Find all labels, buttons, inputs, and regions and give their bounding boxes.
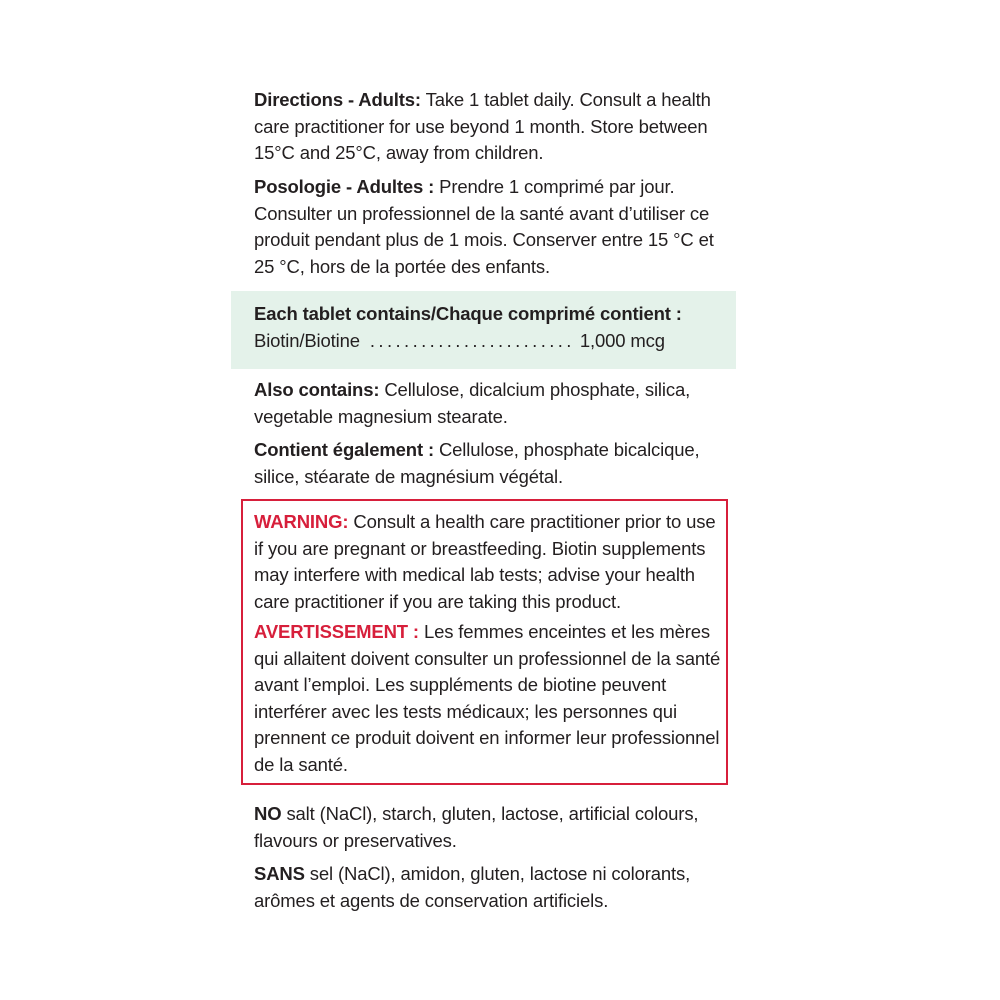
also-contains-english-heading: Also contains: xyxy=(254,379,380,400)
medicinal-ingredients-heading: Each tablet contains/Chaque comprimé contient : xyxy=(254,303,682,324)
warning-english-heading: WARNING: xyxy=(254,511,349,532)
free-from-english-text: salt (NaCl), starch, gluten, lactose, artificial colours, flavours or preservatives. xyxy=(254,803,699,851)
free-from-english-heading: NO xyxy=(254,803,282,824)
free-from-english xyxy=(254,801,724,854)
ingredient-leader-dots: ........................ xyxy=(369,330,575,351)
also-contains-french-text: Cellulose, phosphate bicalcique, silice, stéarate de magnésium végétal. xyxy=(254,439,700,487)
directions-english xyxy=(254,87,724,167)
medicinal-ingredients-box xyxy=(231,291,736,369)
directions-english-heading: Directions - Adults: xyxy=(254,89,421,110)
free-from-french-heading: SANS xyxy=(254,863,305,884)
ingredient-row xyxy=(254,328,714,354)
also-contains-french-heading: Contient également : xyxy=(254,439,434,460)
directions-french xyxy=(254,174,724,280)
warning-english-text: Consult a health care practitioner prior to use if you are pregnant or breastfeeding. Biotin supplements may interfere with medical lab tests; advise your health care practitioner if you are taking this product. xyxy=(254,511,716,612)
warning-french-text: Les femmes enceintes et les mères qui allaitent doivent consulter un professionnel de la santé avant l’emploi. Les suppléments de biotine peuvent interférer avec les tests médicaux; les personnes qui prennent ce produit doivent en informer leur professionnel de la santé. xyxy=(254,621,721,775)
ingredient-amount: 1,000 mcg xyxy=(579,330,665,351)
also-contains-french xyxy=(254,437,724,490)
warning-french-heading: AVERTISSEMENT : xyxy=(254,621,419,642)
directions-french-heading: Posologie - Adultes : xyxy=(254,176,435,197)
free-from-french-text: sel (NaCl), amidon, gluten, lactose ni colorants, arômes et agents de conservation artificiels. xyxy=(254,863,691,911)
warning-english xyxy=(254,509,724,615)
ingredient-name: Biotin/Biotine xyxy=(254,330,360,351)
warning-french xyxy=(254,619,724,778)
free-from-french xyxy=(254,861,724,914)
also-contains-english-text: Cellulose, dicalcium phosphate, silica, vegetable magnesium stearate. xyxy=(254,379,691,427)
directions-english-text: Take 1 tablet daily. Consult a health care practitioner for use beyond 1 month. Store between 15°C and 25°C, away from children. xyxy=(254,89,711,163)
also-contains-english xyxy=(254,377,724,430)
directions-french-text: Prendre 1 comprimé par jour. Consulter un professionnel de la santé avant d’utiliser ce produit pendant plus de 1 mois. Conserver entre 15 °C et 25 °C, hors de la portée des enfants. xyxy=(254,176,714,277)
